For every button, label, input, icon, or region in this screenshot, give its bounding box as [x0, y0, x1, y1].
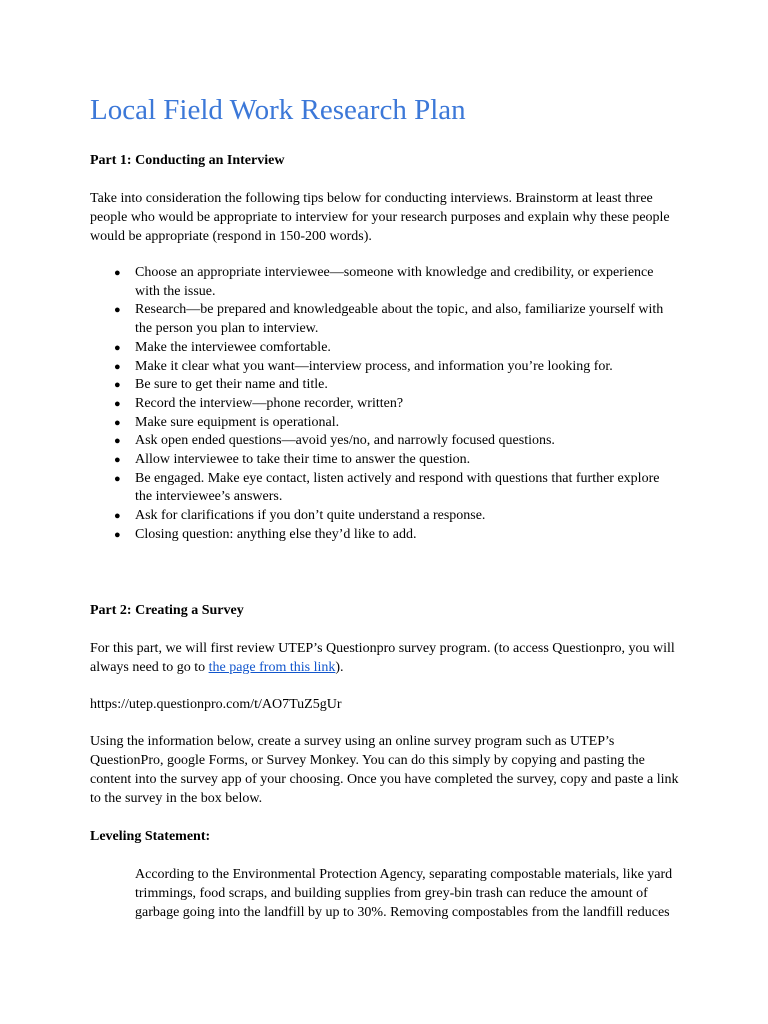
tip-text: Make the interviewee comfortable.: [135, 339, 331, 355]
tip-text: Ask for clarifications if you don’t quite understand a response.: [135, 508, 486, 524]
part2-intro-closing: ).: [335, 660, 344, 675]
bullet-icon: ●: [114, 454, 121, 467]
list-item: [90, 358, 680, 377]
tip-text: Record the interview—phone recorder, written?: [135, 395, 404, 411]
list-item: [90, 451, 680, 470]
document-title: Local Field Work Research Plan: [90, 94, 466, 126]
list-item: [90, 414, 680, 433]
list-item: [90, 470, 680, 507]
tip-text: Closing question: anything else they’d like to add.: [135, 526, 417, 542]
part2-heading: Part 2: Creating a Survey: [90, 603, 244, 618]
part1-intro: Take into consideration the following tips below for conducting interviews. Brainstorm at least three people who would be appropriate to interview for your research purposes and explain why these people would be appropriate (respond in 150-200 words).: [90, 191, 670, 244]
part2-intro: [90, 639, 680, 677]
part1-heading: Part 1: Conducting an Interview: [90, 153, 285, 168]
list-item: [90, 301, 680, 338]
bullet-icon: ●: [114, 304, 121, 317]
list-item: [90, 264, 680, 301]
bullet-icon: ●: [114, 379, 121, 392]
interview-tips-list: [90, 264, 680, 545]
bullet-icon: ●: [114, 397, 121, 410]
questionpro-url: https://utep.questionpro.com/t/AO7TuZ5gUr: [90, 697, 342, 712]
leveling-statement-heading: Leveling Statement:: [90, 829, 211, 844]
bullet-icon: ●: [114, 267, 121, 279]
tip-text: Ask open ended questions—avoid yes/no, and narrowly focused questions.: [135, 433, 555, 449]
bullet-icon: ●: [114, 472, 121, 485]
bullet-icon: ●: [114, 416, 121, 429]
part2-intro-text: For this part, we will first review UTEP’s Questionpro survey program. (to access Questionpro, you will always need to go to: [90, 641, 675, 675]
bullet-icon: ●: [114, 360, 121, 373]
bullet-icon: ●: [114, 510, 121, 523]
bullet-icon: ●: [114, 435, 121, 448]
bullet-icon: ●: [114, 341, 121, 354]
list-item: [90, 339, 680, 358]
list-item: [90, 376, 680, 395]
tip-text: Allow interviewee to take their time to answer the question.: [135, 452, 471, 468]
list-item: [90, 526, 680, 545]
list-item: [90, 507, 680, 526]
tip-text: Make it clear what you want—interview process, and information you’re looking for.: [135, 358, 613, 374]
list-item: [90, 395, 680, 414]
bullet-icon: ●: [114, 528, 121, 541]
tip-text: Be engaged. Make eye contact, listen actively and respond with questions that further explore the interviewee’s answers.: [135, 470, 660, 505]
list-item: [90, 432, 680, 451]
tip-text: Make sure equipment is operational.: [135, 414, 340, 430]
survey-instructions: Using the information below, create a survey using an online survey program such as UTEP’s QuestionPro, google Forms, or Survey Monkey. You can do this simply by copying and pasting the content into the survey app of your choosing. Once you have completed the survey, copy and paste a link to the survey in the box below.: [90, 734, 679, 806]
leveling-statement-text: According to the Environmental Protection Agency, separating compostable materials, like yard trimmings, food scraps, and building supplies from grey-bin trash can reduce the amount of garbage going into the landfill by up to 30%. Removing compostables from the landfill reduces: [135, 867, 673, 920]
tip-text: Research—be prepared and knowledgeable about the topic, and also, familiarize yourself with the person you plan to interview.: [135, 302, 664, 337]
questionpro-link[interactable]: the page from this link: [208, 660, 336, 675]
tip-text: Choose an appropriate interviewee—someone with knowledge and credibility, or experience with the issue.: [135, 265, 654, 299]
tip-text: Be sure to get their name and title.: [135, 377, 328, 393]
